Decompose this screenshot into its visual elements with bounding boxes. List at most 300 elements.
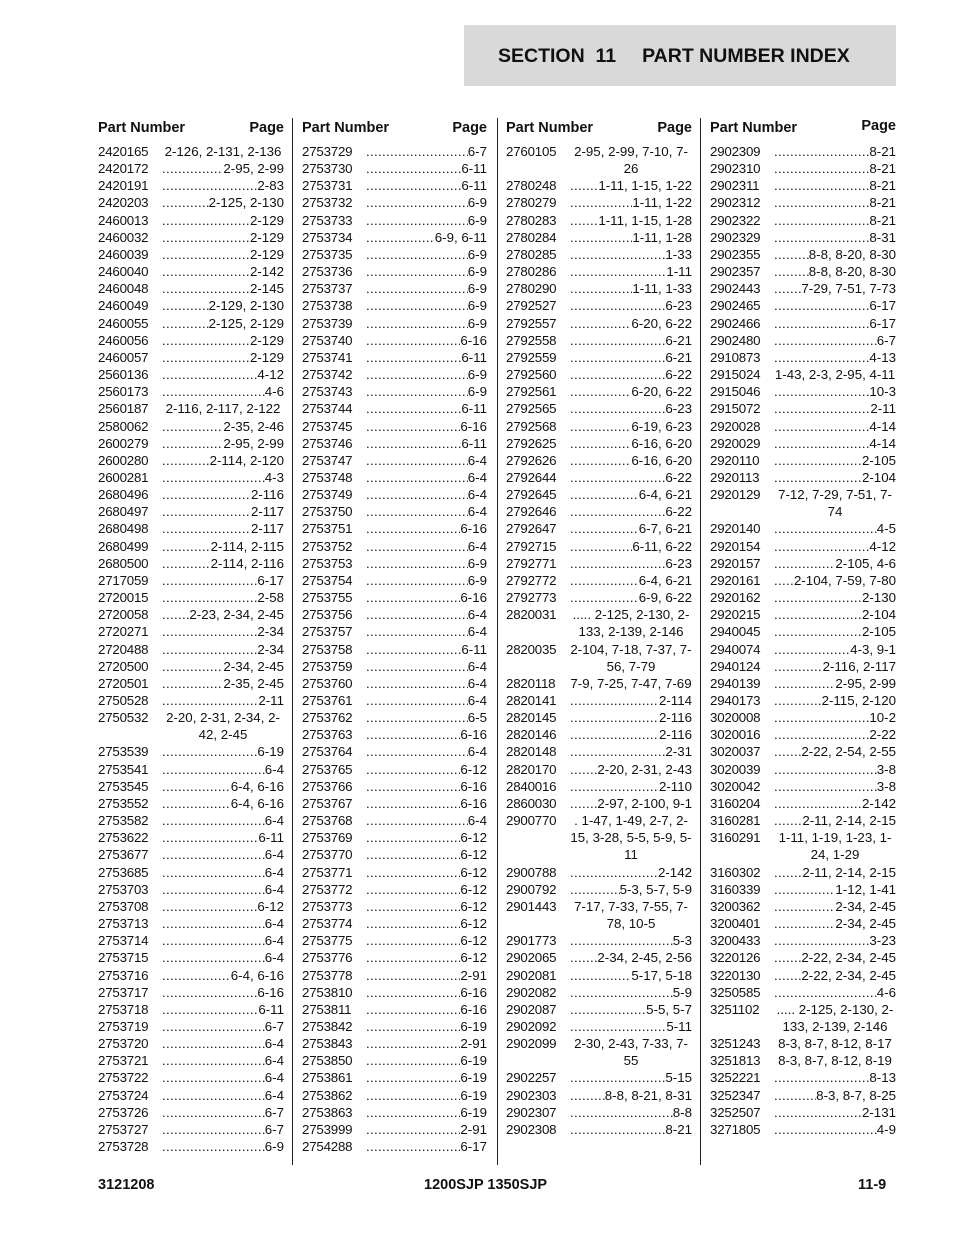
leader-dots xyxy=(366,229,435,246)
page-references xyxy=(774,400,896,417)
index-row xyxy=(506,520,692,537)
page-value: 2-35, 2-46 xyxy=(223,418,284,434)
part-number: 2717059 xyxy=(98,572,149,588)
page-references xyxy=(774,984,896,1001)
page-references xyxy=(570,743,692,760)
part-number: 2753716 xyxy=(98,967,149,983)
page-value: 2-130 xyxy=(861,590,896,606)
index-row xyxy=(302,469,487,486)
page-references xyxy=(366,932,487,949)
leader-dots xyxy=(366,383,468,400)
index-row xyxy=(710,881,896,898)
column-header xyxy=(98,118,284,143)
page-value: 2-23, 2-34, 2-45 xyxy=(189,607,284,623)
leader-dots xyxy=(366,332,460,349)
index-row xyxy=(506,675,692,692)
part-number: 2753764 xyxy=(302,744,353,760)
page-references xyxy=(570,177,692,194)
page-value: 6-4 xyxy=(264,1053,284,1069)
index-row xyxy=(98,743,284,760)
page-value: 6-7 xyxy=(264,1121,284,1137)
page-value: 2-30, 2-43, 7-33, 7-55 xyxy=(574,1036,688,1069)
part-number: 2720271 xyxy=(98,624,149,640)
leader-dots xyxy=(570,212,598,229)
index-row xyxy=(506,263,692,280)
part-number: 2753861 xyxy=(302,1070,353,1086)
page-references xyxy=(366,829,487,846)
part-number: 2753539 xyxy=(98,744,149,760)
part-number: 2560173 xyxy=(98,384,149,400)
index-row xyxy=(710,641,896,658)
page-references xyxy=(366,881,487,898)
page-references xyxy=(366,503,487,520)
index-row xyxy=(98,606,284,623)
page-value: 6-4 xyxy=(467,693,487,708)
page-value: 6-7 xyxy=(876,332,896,348)
index-row xyxy=(302,1035,487,1052)
index-row xyxy=(98,469,284,486)
page-references xyxy=(366,246,487,263)
index-row xyxy=(98,212,284,229)
leader-dots xyxy=(162,795,231,812)
part-number: 2920029 xyxy=(710,435,761,451)
leader-dots xyxy=(366,212,468,229)
leader-dots xyxy=(774,967,801,984)
part-number: 2753763 xyxy=(302,727,353,743)
page-references xyxy=(570,400,692,417)
index-row xyxy=(710,366,896,383)
leader-dots xyxy=(570,555,665,572)
page-value: 2-22 xyxy=(869,727,896,743)
leader-dots xyxy=(162,778,231,795)
page-references xyxy=(162,160,284,177)
part-number: 2753722 xyxy=(98,1070,149,1086)
page-references xyxy=(162,383,284,400)
index-row xyxy=(302,435,487,452)
leader-dots xyxy=(366,761,460,778)
index-row xyxy=(710,572,896,589)
page-value: 6-16, 6-20 xyxy=(631,435,692,451)
page-references xyxy=(774,263,896,280)
page-value: 6-22 xyxy=(665,367,692,383)
part-number: 2753719 xyxy=(98,1018,149,1034)
part-number: 2753745 xyxy=(302,418,353,434)
part-number: 2920113 xyxy=(710,469,760,485)
leader-dots xyxy=(570,418,631,435)
part-number: 2902065 xyxy=(506,950,557,966)
part-number: 2753703 xyxy=(98,881,149,897)
leader-dots xyxy=(570,572,639,589)
part-number: 2780285 xyxy=(506,246,557,262)
page-value: 6-7, 6-21 xyxy=(638,521,692,537)
leader-dots xyxy=(570,932,673,949)
page-value: 6-11 xyxy=(461,641,487,657)
header-page: Page xyxy=(657,120,692,136)
leader-dots xyxy=(774,194,869,211)
page-value: 6-4 xyxy=(467,624,487,640)
index-row xyxy=(506,383,692,400)
page-references xyxy=(162,1018,284,1035)
page-references xyxy=(366,315,487,332)
page-references xyxy=(366,212,487,229)
part-number: 3160302 xyxy=(710,864,761,880)
page-references xyxy=(774,366,896,383)
index-row xyxy=(302,881,487,898)
index-row xyxy=(710,675,896,692)
page-value: 2-20, 2-31, 2-34, 2-42, 2-45 xyxy=(166,710,280,743)
part-number: 2720500 xyxy=(98,658,149,674)
part-number: 2792626 xyxy=(506,452,557,468)
index-row xyxy=(98,829,284,846)
page-references xyxy=(162,606,284,623)
part-number: 2792560 xyxy=(506,367,557,383)
page-value: 4-3 xyxy=(264,469,284,485)
part-number: 2920154 xyxy=(710,538,761,554)
page-references xyxy=(366,263,487,280)
part-number: 2753685 xyxy=(98,864,149,880)
page-value: 6-4 xyxy=(264,847,284,863)
part-number: 2753765 xyxy=(302,761,353,777)
index-row xyxy=(710,829,896,863)
page-value: 1-11, 1-28 xyxy=(632,229,692,245)
page-references xyxy=(774,1087,896,1104)
index-row xyxy=(302,383,487,400)
page-references xyxy=(162,709,284,743)
page-value: 6-4, 6-21 xyxy=(638,572,692,588)
page-references xyxy=(570,1035,692,1069)
page-value: 6-12 xyxy=(460,830,487,846)
index-row xyxy=(710,949,896,966)
index-row xyxy=(98,949,284,966)
index-column-3 xyxy=(506,118,692,1138)
leader-dots xyxy=(774,538,869,555)
part-number: 2820141 xyxy=(506,693,557,708)
page-value: 8-31 xyxy=(869,229,896,245)
index-row xyxy=(506,761,692,778)
page-references xyxy=(162,589,284,606)
page-value: 4-12 xyxy=(869,538,896,554)
page-value: 3-8 xyxy=(876,761,896,777)
index-row xyxy=(710,297,896,314)
part-number: 2753720 xyxy=(98,1036,149,1052)
page-value: 4-14 xyxy=(869,418,896,434)
index-row xyxy=(302,332,487,349)
page-references xyxy=(162,400,284,417)
index-row xyxy=(506,486,692,503)
index-row xyxy=(710,658,896,675)
leader-dots xyxy=(774,572,794,589)
part-number: 3160291 xyxy=(710,830,761,846)
page-references xyxy=(570,984,692,1001)
footer-doc-number: 3121208 xyxy=(98,1177,155,1193)
page-value: 6-23 xyxy=(665,555,692,571)
index-row xyxy=(98,194,284,211)
leader-dots: ..... xyxy=(776,1001,799,1017)
leader-dots xyxy=(162,658,223,675)
index-row xyxy=(302,194,487,211)
page-value: 1-11, 1-33 xyxy=(632,281,692,297)
index-row xyxy=(506,967,692,984)
index-row xyxy=(98,1001,284,1018)
page-value: 4-5 xyxy=(876,521,896,537)
page-references xyxy=(366,967,487,984)
leader-dots xyxy=(570,452,631,469)
page-references xyxy=(570,1018,692,1035)
index-row xyxy=(98,1018,284,1035)
index-row xyxy=(98,675,284,692)
page-value: 6-17 xyxy=(869,298,896,314)
page-value: 6-9 xyxy=(467,298,487,314)
part-number: 2753772 xyxy=(302,881,353,897)
leader-dots xyxy=(570,349,665,366)
page-references xyxy=(366,658,487,675)
leader-dots xyxy=(774,246,809,263)
page-references xyxy=(570,1121,692,1138)
index-row xyxy=(710,246,896,263)
page-references xyxy=(570,795,692,812)
page-references xyxy=(570,143,692,177)
leader-dots xyxy=(162,503,251,520)
leader-dots xyxy=(774,469,862,486)
page-references xyxy=(162,761,284,778)
page-value: 6-16 xyxy=(460,590,487,606)
page-references xyxy=(162,1052,284,1069)
leader-dots xyxy=(774,263,809,280)
leader-dots xyxy=(774,589,862,606)
part-number: 3251102 xyxy=(710,1001,760,1017)
page-value: 1-43, 2-3, 2-95, 4-11 xyxy=(774,367,896,383)
leader-dots xyxy=(570,383,631,400)
page-value: 2-114, 2-116 xyxy=(210,555,284,571)
page-value: 6-19 xyxy=(460,1018,487,1034)
page-references xyxy=(570,349,692,366)
page-value: 2-104 xyxy=(861,607,896,623)
index-row xyxy=(98,555,284,572)
index-row xyxy=(506,898,692,932)
part-number: 2792625 xyxy=(506,435,557,451)
page-references xyxy=(570,366,692,383)
leader-dots xyxy=(774,743,801,760)
page-references xyxy=(162,212,284,229)
part-number: 2792557 xyxy=(506,315,557,331)
page-references xyxy=(570,1087,692,1104)
page-value: 6-19 xyxy=(460,1070,487,1086)
page-references xyxy=(570,486,692,503)
part-number: 2753768 xyxy=(302,813,353,829)
index-column-2 xyxy=(302,118,487,1155)
leader-dots xyxy=(774,623,862,640)
page-references xyxy=(366,726,487,743)
index-row xyxy=(302,949,487,966)
column-divider xyxy=(700,118,701,1165)
page-value: 5-5, 5-7 xyxy=(646,1001,692,1017)
page-references xyxy=(774,864,896,881)
page-value: 6-9 xyxy=(467,264,487,280)
leader-dots xyxy=(774,418,869,435)
page-references xyxy=(774,435,896,452)
part-number: 2753761 xyxy=(302,693,353,708)
part-number: 2753713 xyxy=(98,916,149,932)
index-column-4 xyxy=(710,118,896,1138)
leader-dots xyxy=(366,1052,460,1069)
leader-dots xyxy=(570,486,639,503)
leader-dots xyxy=(570,726,659,743)
part-number: 2792558 xyxy=(506,332,557,348)
leader-dots xyxy=(774,898,835,915)
leader-dots xyxy=(570,520,639,537)
page-value: 2-11 xyxy=(870,401,896,417)
index-row xyxy=(98,641,284,658)
page-value: 8-21 xyxy=(869,178,896,194)
page-references xyxy=(366,435,487,452)
index-row xyxy=(710,538,896,555)
index-row xyxy=(506,435,692,452)
part-number: 3252221 xyxy=(710,1070,761,1086)
leader-dots xyxy=(366,881,460,898)
page-references xyxy=(570,606,692,640)
part-number: 3020042 xyxy=(710,778,761,794)
page-value: 6-11 xyxy=(461,161,487,177)
part-number: 2780248 xyxy=(506,178,557,194)
page-references xyxy=(162,675,284,692)
index-row xyxy=(302,812,487,829)
index-row xyxy=(710,349,896,366)
index-row xyxy=(506,246,692,263)
leader-dots xyxy=(162,452,210,469)
part-number: 2753862 xyxy=(302,1087,353,1103)
leader-dots xyxy=(774,177,869,194)
page-value: 1-11 xyxy=(666,264,692,280)
leader-dots xyxy=(774,1104,862,1121)
page-references xyxy=(570,932,692,949)
leader-dots xyxy=(774,452,862,469)
part-number: 3220126 xyxy=(710,950,761,966)
page-value: 6-16 xyxy=(460,727,487,743)
page-references xyxy=(774,315,896,332)
page-references xyxy=(162,967,284,984)
leader-dots xyxy=(162,297,209,314)
leader-dots xyxy=(366,829,460,846)
page-references xyxy=(366,589,487,606)
page-value: 2-116 xyxy=(250,487,284,503)
page-references xyxy=(774,675,896,692)
page-value: 2-117 xyxy=(250,521,284,537)
index-row xyxy=(506,726,692,743)
index-row xyxy=(710,194,896,211)
part-number: 2753717 xyxy=(98,984,149,1000)
page-value: 2-125, 2-129 xyxy=(208,315,284,331)
page-references xyxy=(570,332,692,349)
section-number: SECTION 11 xyxy=(498,45,617,67)
page-references xyxy=(366,572,487,589)
leader-dots xyxy=(162,812,265,829)
page-references xyxy=(366,641,487,658)
section-banner xyxy=(464,25,896,86)
page-value: 2-34, 2-45 xyxy=(223,658,284,674)
page-value: 6-4, 6-16 xyxy=(230,795,284,811)
page-references xyxy=(570,520,692,537)
leader-dots xyxy=(774,229,869,246)
leader-dots xyxy=(774,400,870,417)
page-value: 2-58 xyxy=(257,590,284,606)
index-row xyxy=(302,229,487,246)
part-number: 2780279 xyxy=(506,195,557,211)
leader-dots xyxy=(570,1001,646,1018)
page-references xyxy=(570,435,692,452)
part-number: 3020008 xyxy=(710,710,761,726)
page-value: 6-11 xyxy=(258,830,284,846)
leader-dots xyxy=(774,915,835,932)
page-references xyxy=(366,1018,487,1035)
index-row xyxy=(98,383,284,400)
leader-dots xyxy=(366,795,460,812)
part-number: 2754288 xyxy=(302,1139,353,1155)
page-value: 5-17, 5-18 xyxy=(631,967,692,983)
index-row xyxy=(710,383,896,400)
page-references xyxy=(162,469,284,486)
page-references xyxy=(162,812,284,829)
index-row xyxy=(710,520,896,537)
leader-dots xyxy=(162,332,250,349)
index-row xyxy=(302,1104,487,1121)
index-row xyxy=(302,1138,487,1155)
index-row xyxy=(506,1121,692,1138)
leader-dots xyxy=(570,881,620,898)
page-value: 2-114, 2-115 xyxy=(210,538,284,554)
page-value: 2-116 xyxy=(658,710,692,726)
part-number: 2792568 xyxy=(506,418,557,434)
leader-dots xyxy=(366,280,468,297)
leader-dots xyxy=(774,160,869,177)
part-number: 2753677 xyxy=(98,847,149,863)
index-row xyxy=(506,1069,692,1086)
part-number: 2902322 xyxy=(710,212,761,228)
page-references xyxy=(162,623,284,640)
leader-dots xyxy=(162,761,265,778)
page-value: 6-9 xyxy=(467,572,487,588)
leader-dots xyxy=(570,967,631,984)
part-number: 3020016 xyxy=(710,727,761,743)
index-row xyxy=(710,589,896,606)
page-value: 2-116, 2-117 xyxy=(822,658,896,674)
part-number: 2902329 xyxy=(710,229,761,245)
index-row xyxy=(506,1087,692,1104)
page-references xyxy=(366,915,487,932)
index-row xyxy=(506,709,692,726)
page-references xyxy=(570,692,692,709)
page-value: 4-12 xyxy=(257,367,284,383)
index-row xyxy=(710,143,896,160)
leader-dots xyxy=(366,538,468,555)
page-value: 6-4 xyxy=(467,813,487,829)
leader-dots xyxy=(366,915,460,932)
page-value: 1-11, 1-22 xyxy=(632,195,692,211)
index-row xyxy=(302,1001,487,1018)
page-value: 8-3, 8-7, 8-12, 8-19 xyxy=(778,1053,892,1069)
part-number: 2753753 xyxy=(302,555,353,571)
part-number: 2902312 xyxy=(710,195,761,211)
index-row xyxy=(98,486,284,503)
page-references xyxy=(774,726,896,743)
page-references xyxy=(366,623,487,640)
index-row xyxy=(506,743,692,760)
page-value: 6-7 xyxy=(467,144,487,159)
leader-dots xyxy=(162,932,265,949)
page-references xyxy=(774,658,896,675)
page-value: 2-104 xyxy=(861,469,896,485)
index-row xyxy=(98,177,284,194)
page-value: 6-16 xyxy=(460,778,487,794)
